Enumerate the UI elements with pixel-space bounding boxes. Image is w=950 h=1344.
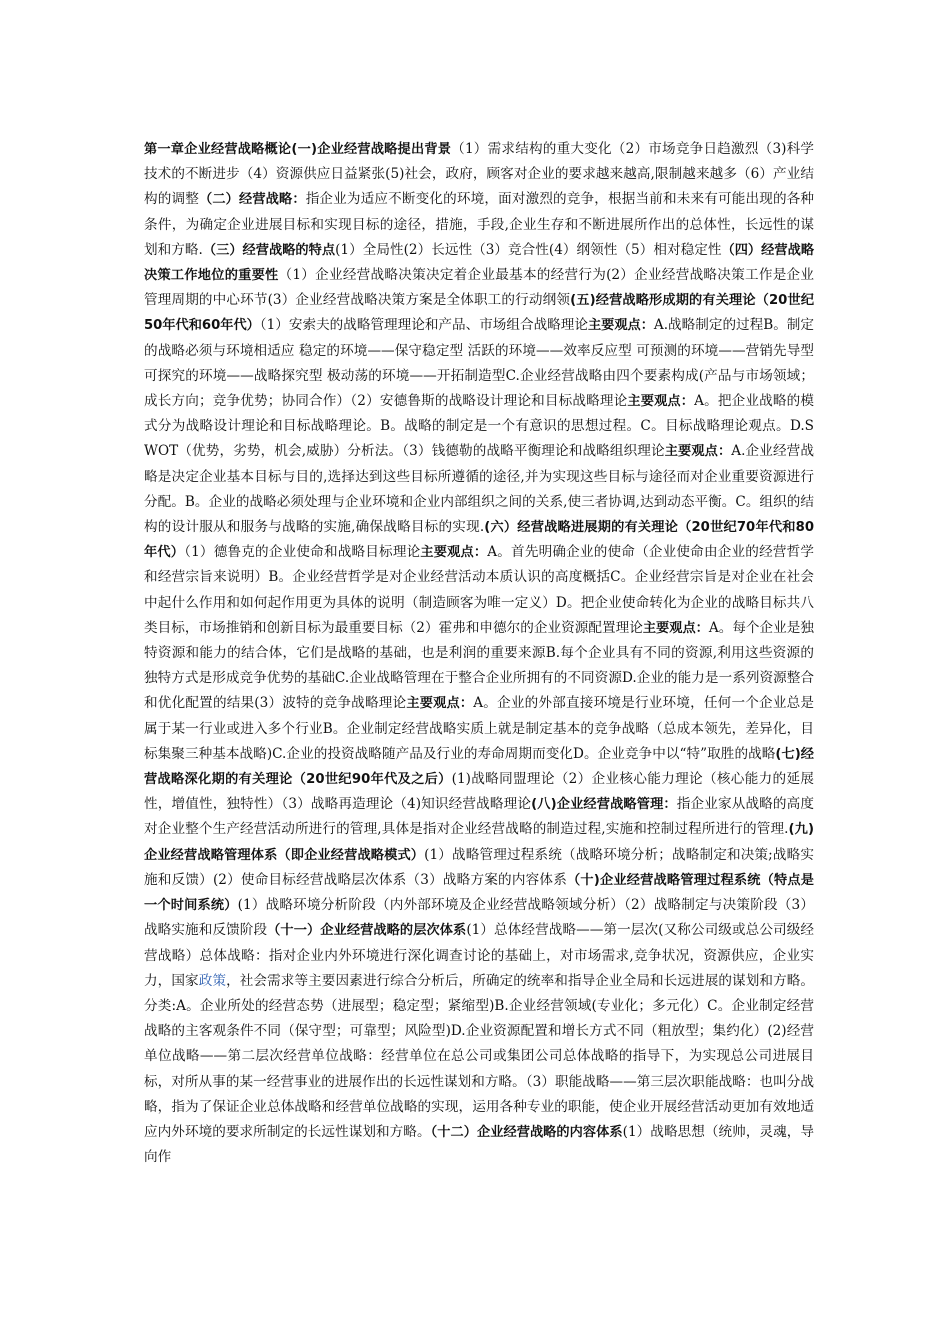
heading-content-system: （十二）企业经营战略的内容体系 [430,1124,623,1140]
heading-hierarchy: （十一）企业经营战略的层次体系 [267,923,467,939]
heading-characteristics: （三）经营战略的特点 [202,242,336,258]
heading-development-period: (六）经营战略进展期的有关理论（20世纪70年代和80年代） [144,520,814,561]
text-hierarchy-part1: (1）总体经营战略——第一层次(又称公司级或总公司级经营战略）总体战略：指对企业内外环境进行深化调查讨论的基础上，对市场需求,竞争状况，资源供应，企业实力，国家 [144,922,814,989]
label-main-points-2: 主要观点： [627,394,695,410]
text-andrews-points: A。把企业战略的模式分为战略设计理论和目标战略理论。B。战略的制定是一个有意识的思想过程。C。目标战略理论观点。D.SWOT（优势，劣势，机会,威胁）分析法。（3）钱德勒的战略平衡理论和战略组织理论 [144,393,814,460]
text-deepening-theories: (1)战略同盟理论（2）企业核心能力理论（核心能力的延展性，增值性，独特性）（3）战略再造理论（4)知识经营战略理论 [144,771,814,813]
heading-chapter-1-strategy-background: 第一章企业经营战略概论(一)企业经营战略提出背景 [144,142,452,157]
heading-importance: （四）经营战略决策工作地位的重要性 [144,242,815,284]
document-body [144,137,814,1170]
text-porter-points: A。企业的外部直接环境是行业环境，任何一个企业总是属于某一行业或进入多个行业B。企业制定经营战略实质上就是制定基本的竞争战略（总成本领先，差异化，目标集聚三种基本战略)C.企业的投资战略随产品及行业的寿命周期而变化D。企业竞争中以“特”取胜的战略 [144,695,815,762]
text-hofer-points: A。每个企业是独特资源和能力的结合体，它们是战略的基础，也是利润的重要来源B.每个企业具有不同的资源,利用这些资源的独特方式是形成竞争优势的基础C.企业战略管理在于整合企业所拥有的不同资源D.企业的能力是一系列资源整合和优化配置的结果(3）波特的竞争战略理论 [144,619,814,712]
heading-definition: （二）经营战略： [198,192,306,208]
text-hierarchy-part2: ，社会需求等主要因素进行综合分析后，所确定的统率和指导企业全局和长远进展的谋划和方略。分类:A。企业所处的经营态势（进展型；稳定型；紧缩型)B.企业经营领域(专业化；多元化）C。企业制定经营战略的主客观条件不同（保守型；可靠型；风险型)D.企业资源配置和增长方式不同（粗放型；集约化）(2)经营单位战略——第二层次经营单位战略：经营单位在总公司或集团公司总体战略的指导下，为实现总公司进展目标，对所从事的某一经营事业的进展作出的长远性谋划和方略。（3）职能战略——第三层次职能战略：也叫分战略，指为了保证企业总体战略和经营单位战略的实现，运用各种专业的职能，使企业开展经营活动更加有效地适应内外环境的要求所制定的长远性谋划和方略。 [144,972,815,1140]
text-importance: （1）企业经营战略决策决定着企业最基本的经营行为(2）企业经营战略决策工作是企业管理周期的中心环节(3）企业经营战略决策方案是全体职工的行动纲领 [144,267,814,309]
policy-link[interactable]: 政策 [198,972,227,989]
text-characteristics: (1）全局性(2）长远性（3）竞合性(4）纲领性（5）相对稳定性 [335,241,722,258]
text-ansoff-theory: （1）安索夫的战略管理理论和产品、市场组合战略理论 [259,317,588,334]
heading-management-system: (九)企业经营战略管理体系（即企业经营战略模式） [144,822,814,863]
text-chandler-points: A.企业经营战略是决定企业基本目标与目的,选择达到这些目标所遵循的途径,并为实现这些目标与途径而对企业重要资源进行分配。B。企业的战略必须处理与企业环境和企业内部组织之间的关系,使三者协调,达到动态平衡。C。组织的结构的设计服从和服务与战略的实施,确保战略目标的实现. [144,443,814,536]
text-management-system: (1）战略管理过程系统（战略环境分析；战略制定和决策;战略实施和反馈）(2）使命目标经营战略层次体系（3）战略方案的内容体系 [144,846,815,888]
heading-deepening-period: (七)经营战略深化期的有关理论（20世纪90年代及之后） [144,746,814,788]
heading-process-system: （十)企业经营战略管理过程系统（特点是一个时间系统） [144,872,814,914]
text-content-system: (1）战略思想（统帅，灵魂，导向作 [144,1123,815,1166]
label-main-points-5: 主要观点： [642,620,709,636]
text-process-system: (1）战略环境分析阶段（内外部环境及企业经营战略领域分析）（2）战略制定与决策阶段（3）战略实施和反馈阶段 [144,897,814,939]
text-background-factors: （1）需求结构的重大变化（2）市场竞争日趋激烈（3)科学技术的不断进步（4）资源供应日益紧张(5)社会，政府，顾客对企业的要求越来越高,限制越来越多（6）产业结构的调整 [144,141,815,208]
heading-formation-period: (五)经营战略形成期的有关理论（20世纪50年代和60年代） [144,293,815,334]
text-strategic-management: 指企业家从战略的高度对企业整个生产经营活动所进行的管理,具体是指对企业经营战略的制造过程,实施和控制过程所进行的管理. [144,796,814,838]
text-drucker-points: A。首先明确企业的使命（企业使命由企业的经营哲学和经营宗旨来说明）B。企业经营哲学是对企业经营活动本质认识的高度概括C。企业经营宗旨是对企业在社会中起什么作用和如何起作用更为具体的说明（制造顾客为唯一定义）D。把企业使命转化为企业的战略目标共八类目标，市场推销和创新目标为最重要目标（2）霍弗和申德尔的企业资源配置理论 [144,544,815,636]
label-main-points-6: 主要观点： [406,696,474,712]
heading-strategic-management: (八)企业经营战略管理： [531,797,677,813]
label-main-points-3: 主要观点： [664,444,732,460]
text-ansoff-points: A.战略制定的过程B。制定的战略必须与环境相适应 稳定的环境——保守稳定型 活跃的环境——效率反应型 可预测的环境——营销先导型可探究的环境——战略探究型 极动荡的环境——开拓制造型C.企业经营战略由四个要素构成(产品与市场领域；成长方向；竞争优势；协同合作）（2）安德鲁斯的战略设计理论和目标战略理论 [144,317,814,410]
label-main-points-1: 主要观点： [587,318,654,334]
label-main-points-4: 主要观点： [420,545,488,561]
text-definition: 指企业为适应不断变化的环境，面对激烈的竞争，根据当前和未来有可能出现的各种条件，为确定企业进展目标和实现目标的途径，措施，手段,企业生存和不断进展所作出的总体性，长远性的谋划和方略. [144,191,815,258]
text-drucker-theory: （1）德鲁克的企业使命和战略目标理论 [184,544,421,561]
